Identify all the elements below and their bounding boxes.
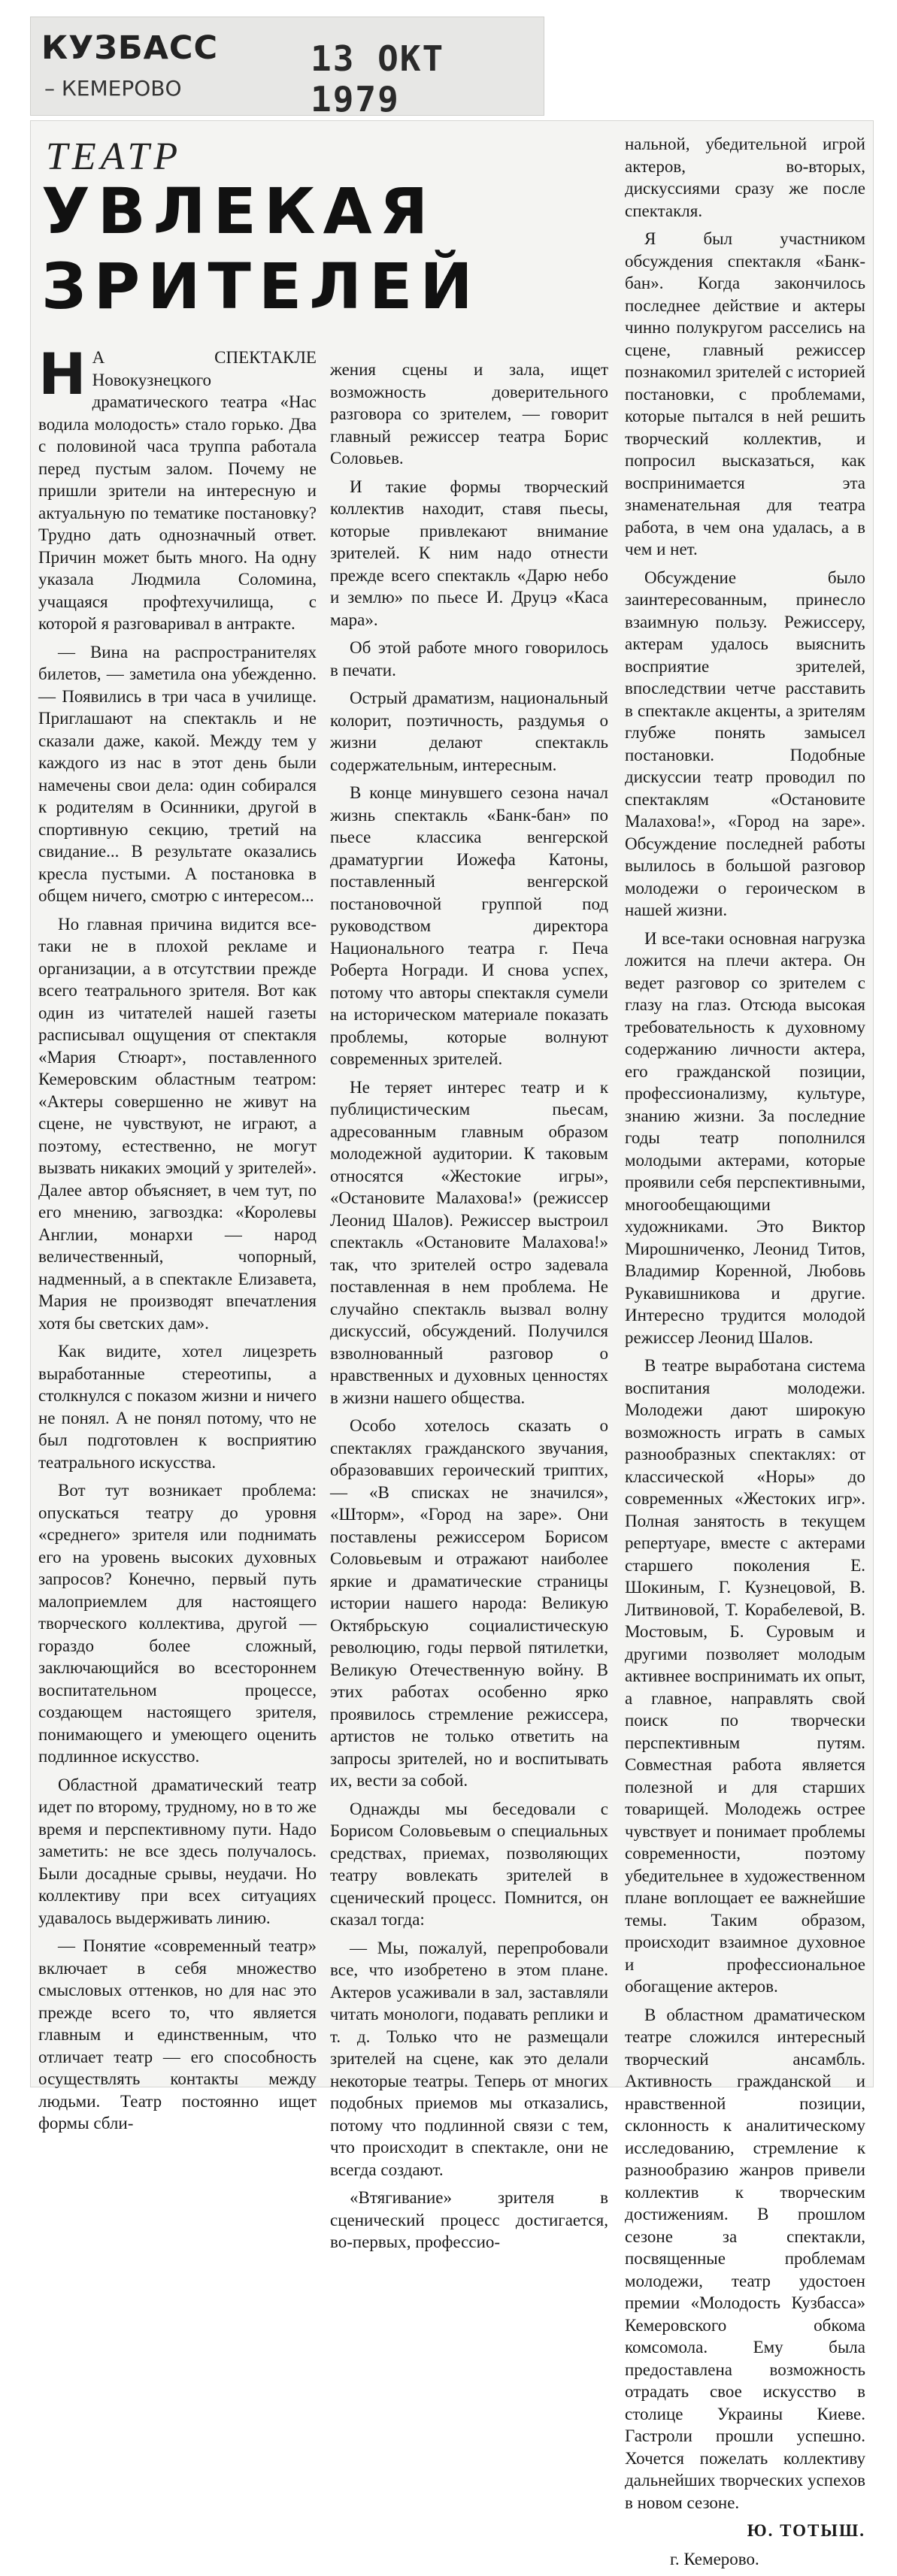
paragraph: Но главная причина видится все-таки не в плохой рекламе и организации, а в отсутствии прежде всего театрального зрителя. Вот как один из читателей нашей газеты расписывал ощущения от спектакля «Мария Стюарт», поставленного Кемеровским областным театром: «Актеры совершенно не живут на сцене, не чувствуют, не играют, а поэтому, естественно, не могут вызвать никаких эмоций у зрителей». Далее автор объясняет, в чем тут, по его мнению, загвоздка: «Королевы Англии, монархи — народ величественный, чопорный, надменный, а в спектакле Елизавета, Мария не производят впечатления хотя бы светских дам». [38,914,317,1333]
paragraph: Острый драматизм, национальный колорит, поэтичность, раздумья о жизни делают спектакль содержательным, интересным. [330,689,608,774]
drop-cap: Н [38,341,86,407]
article-column-3 [625,133,865,2576]
paragraph: Вот тут возникает проблема: опускаться театру до уровня «среднего» зрителя или поднимать его на уровень высоких духовных запросов? Конечно, первый путь малоприемлем для настоящего творческого коллектива, другой — гораздо более сложный, заключающийся во всестороннем воспитательном процессе, создающем настоящего зрителя, понимающего и умеющего оценить подлинное искусство. [38,1481,317,1766]
author-signature: Ю. ТОТЫШ. [747,2521,865,2540]
paragraph: Не теряет интерес театр и к публицистическим пьесам, адресованным главным образом молодежной аудитории. К таковым относятся «Жестокие игры», «Остановите Малахова!» (режиссер Леонид Шалов). Режиссер выстроил спектакль «Остановите Малахова!» так, что зрителей остро задевала поставленная в нем проблема. Не случайно спектакль вызвал волну дискуссий, обсуждений. Получился взволнованный разговор о нравственных и духовных ценностях в жизни нашего общества. [330,1077,608,1407]
paragraph: — Понятие «современный театр» включает в себя множество смысловых оттенков, но для нас это прежде всего то, что является главным и единственным, что отличает театр — его способность осуществлять контакты между людьми. Театр постоянно ищет формы сбли- [38,1936,317,2133]
paragraph: Однажды мы беседовали с Борисом Соловьевым о специальных средствах, приемах, позволяющих театру вовлекать зрителей в сценический процесс. Помнится, он сказал тогда: [330,1799,608,1929]
headline: УВЛЕКАЯ ЗРИТЕЛЕЙ [41,174,480,323]
paragraph: — Мы, пожалуй, перепробовали все, что изобретено в этом плане. Актеров усаживали в зал, заставляли читать монологи, подавать реплики и т. д. Только что не размещали зрителей на сцене, как это делали некоторые театры. Теперь от многих подобных приемов мы отказались, потому что подлинной связи с тем, что происходит в спектакле, они не всегда создают. [330,1938,608,2179]
paragraph: Н А СПЕКТАКЛЕ Новокузнецкого драматического театра «Нас водила молодость» стало горько. Два с половиной часа труппа работала перед пустым залом. Почему не пришли зрители на интересную и актуальную по тематике постановку? Трудно дать однозначный ответ. Причин может быть много. На одну указала Людмила Соломина, учащаяся профтехучилища, с которой я разговаривал в антракте. [38,341,317,633]
article-clipping [30,120,874,2568]
article-column-1 [38,341,317,2141]
paragraph: — Вина на распространителях билетов, — заметила она убежденно. — Появились в три часа в училище. Приглашают на спектакль и не сказали даже, какой. Между тем у каждого из нас в этот день были намечены свои дела: один собирался к родителям в Осинники, другой в спортивную секцию, третий на свидание... В результате оказались кресла пустыми. А постановка в общем ничего, смотрю с интересом... [38,642,317,905]
newspaper-city: – КЕМЕРОВО [44,76,182,101]
paragraph: В театре выработана система воспитания молодежи. Молодежи дают широкую возможность играть в самых разнообразных спектаклях: от классической «Норы» до современных «Жестоких игр». Полная занятость в текущем репертуаре, вместе с актерами старшего поколения Е. Шокиным, Г. Кузнецовой, В. Литвиновой, Т. Корабелевой, В. Мостовым, Б. Суровым и другими позволяет молодым активнее воспринимать их опыт, а главное, направлять свой поиск по творчески перспективным путям. Совместная работа является полезной и для старших товарищей. Молодежь острее чувствует и понимает проблемы современности, поэтому убедительнее в художественном плане воплощает ее важнейшие темы. Таким образом, происходит взаимное духовное и профессиональное обогащение актеров. [625,1356,865,1996]
paragraph: жения сцены и зала, ищет возможность доверительного разговора со зрителем, — говорит главный режиссер театра Борис Соловьев. [330,360,608,468]
article-column-2 [330,359,608,2260]
paragraph: Особо хотелось сказать о спектаклях гражданского звучания, образовавших героический триптих, — «В списках не значился», «Шторм», «Город на заре». Они поставлены режиссером Борисом Соловьевым и отражают наиболее яркие и драматические страницы истории нашего народа: Великую Октябрьскую социалистическую революцию, годы первой пятилетки, Великую Отечественную войну. В этих работах особенно ярко проявилось стремление режиссера, артистов не только ответить на запросы зрителей, но и воспитывать их, вести за собой. [330,1416,608,1790]
paragraph: «Втягивание» зрителя в сценический процесс достигается, во-первых, профессио- [330,2188,608,2251]
paragraph: В конце минувшего сезона начал жизнь спектакль «Банк-бан» по пьесе классика венгерской драматургии Иожефа Катоны, поставленный венгерской постановочной группой под руководством директора Национального театра г. Печа Роберта Ногради. И снова успех, потому что авторы спектакля сумели на историческом материале показать проблемы, которые волнуют современных зрителей. [330,783,608,1068]
paragraph: И все-таки основная нагрузка ложится на плечи актера. Он ведет разговор со зрителем с глазу на глаз. Отсюда высокая требовательность к духовному содержанию личности актера, его гражданской позиции, профессионализму, культуре, знанию жизни. За последние годы театр пополнился молодыми актерами, которые проявили себя перспективными, многообещающими художниками. Это Виктор Мирошниченко, Леонид Титов, Владимир Коренной, Любовь Рукавишникова и другие. Интересно трудится молодой режиссер Леонид Шалов. [625,928,865,1347]
paragraph: В областном драматическом театре сложился интересный творческий ансамбль. Активность гражданской и нравственной позиции, склонность к аналитическому исследованию, стремление к разнообразию жанров привели коллектив к творческим достижениям. В прошлом сезоне за спектакли, посвященные проблемам молодежи, театр удостоен премии «Молодость Кузбасса» Кемеровского обкома комсомола. Ему была предоставлена возможность отрадать свое искусство в столице Украины Киеве. Гастроли прошли успешно. Хочется пожелать коллективу дальнейших творческих успехов в новом сезоне. [625,2005,865,2512]
rubric-label: ТЕАТР [46,135,183,178]
paragraph: Обсуждение было заинтересованным, принесло взаимную пользу. Режиссеру, актерам удалось выяснить восприятие зрителей, впоследствии четче расставить в спектакле акценты, а зрителям глубже понять замысел постановки. Подобные дискуссии театр проводил по спектаклям «Остановите Малахова!», «Город на заре». Обсуждение последней работы вылилось в большой разговор молодежи о героическом в нашей жизни. [625,568,865,919]
paragraph: Как видите, хотел лицезреть выработанные стереотипы, а столкнулся с показом жизни и ничего не понял. А не понял потому, что не был подготовлен к восприятию театрального искусства. [38,1342,317,1472]
paragraph: Об этой работе много говорилось в печати. [330,638,608,680]
paragraph: И такие формы творческий коллектив находит, ставя пьесы, которые привлекают внимание зрителей. К ним надо отнести прежде всего спектакль «Дарю небо и землю» по пьесе И. Друцэ «Каса мара». [330,477,608,629]
paragraph: нальной, убедительной игрой актеров, во-вторых, дискуссиями сразу же после спектакля. [625,135,865,220]
newspaper-stamp [30,17,544,120]
paragraph: Областной драматический театр идет по второму, трудному, но в то же время и перспективному пути. Надо заметить: не все здесь получалось. Были досадные срывы, неудачи. Но коллективу при всех ситуациях удавалось выдерживать линию. [38,1775,317,1927]
newspaper-name: КУЗБАСС [41,29,219,67]
author-place: г. Кемерово. [670,2549,759,2568]
clipping-date: 13 ОКТ 1979 [311,38,445,120]
paragraph: Я был участником обсуждения спектакля «Банк-бан». Когда закончилось последнее действие и актеры чинно полукругом расселись на сцене, главный режиссер познакомил зрителей с историей постановки, с проблемами, которые пытался в ней решить творческий коллектив, и попросил высказаться, как воспринимается эта знаменательная для театра работа, в чем она удалась, а в чем и нет. [625,229,865,558]
